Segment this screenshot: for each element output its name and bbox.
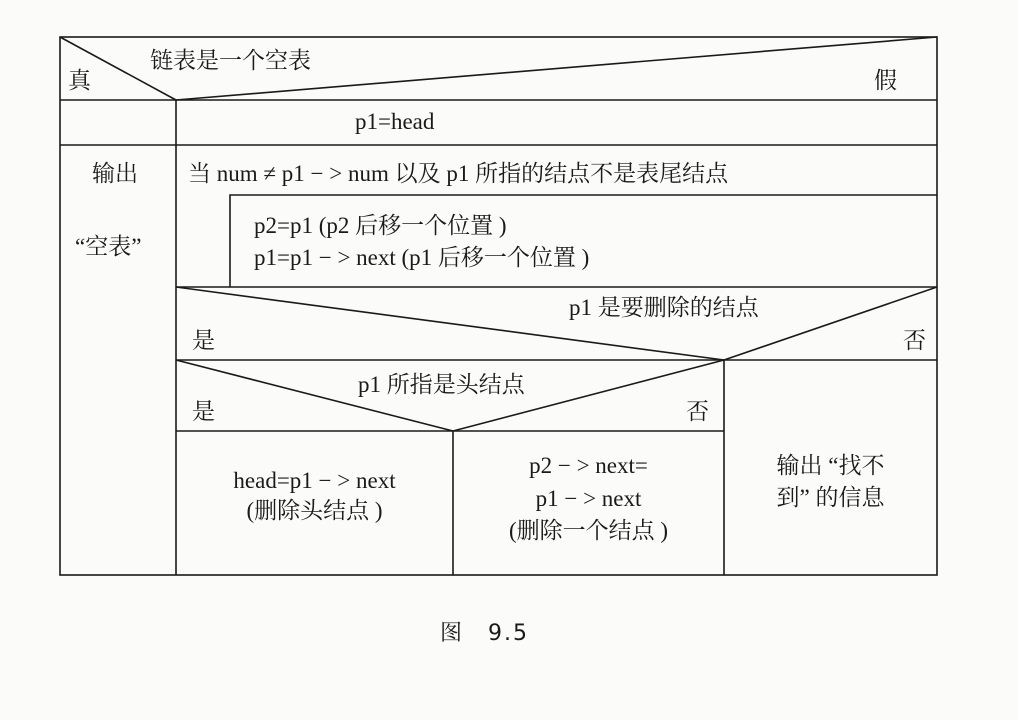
- middle-case-line1: p2 − > next=: [529, 453, 648, 478]
- middle-case-line2: p1 − > next: [535, 486, 642, 511]
- delete-yes-label: 是: [192, 328, 215, 353]
- empty-output-line2: “空表”: [75, 234, 142, 259]
- not-found-line2: 到” 的信息: [776, 485, 885, 510]
- head-case-line2: (删除头结点 ): [246, 498, 383, 523]
- delete-condition-label: p1 是要删除的结点: [569, 295, 759, 320]
- middle-case-line3: (删除一个结点 ): [508, 518, 669, 543]
- loop-body-box: [230, 195, 937, 287]
- not-found-line1: 输出 “找不: [776, 453, 885, 478]
- head-yes-label: 是: [192, 399, 215, 424]
- loop-condition-label: 当 num ≠ p1 − > num 以及 p1 所指的结点不是表尾结点: [188, 161, 729, 186]
- head-condition-label: p1 所指是头结点: [358, 372, 525, 397]
- loop-body-line1: p2=p1 (p2 后移一个位置 ): [254, 213, 507, 238]
- top-true-label: 真: [68, 68, 91, 93]
- loop-body-line2: p1=p1 − > next (p1 后移一个位置 ): [254, 245, 590, 270]
- init-step-label: p1=head: [355, 109, 435, 134]
- figure-caption: 图 9.5: [440, 621, 529, 646]
- empty-output-line1: 输出: [92, 161, 138, 186]
- head-case-line1: head=p1 − > next: [233, 468, 396, 493]
- top-false-label: 假: [874, 68, 897, 93]
- head-no-label: 否: [686, 399, 709, 424]
- delete-no-label: 否: [903, 328, 926, 353]
- top-condition-label: 链表是一个空表: [150, 48, 311, 73]
